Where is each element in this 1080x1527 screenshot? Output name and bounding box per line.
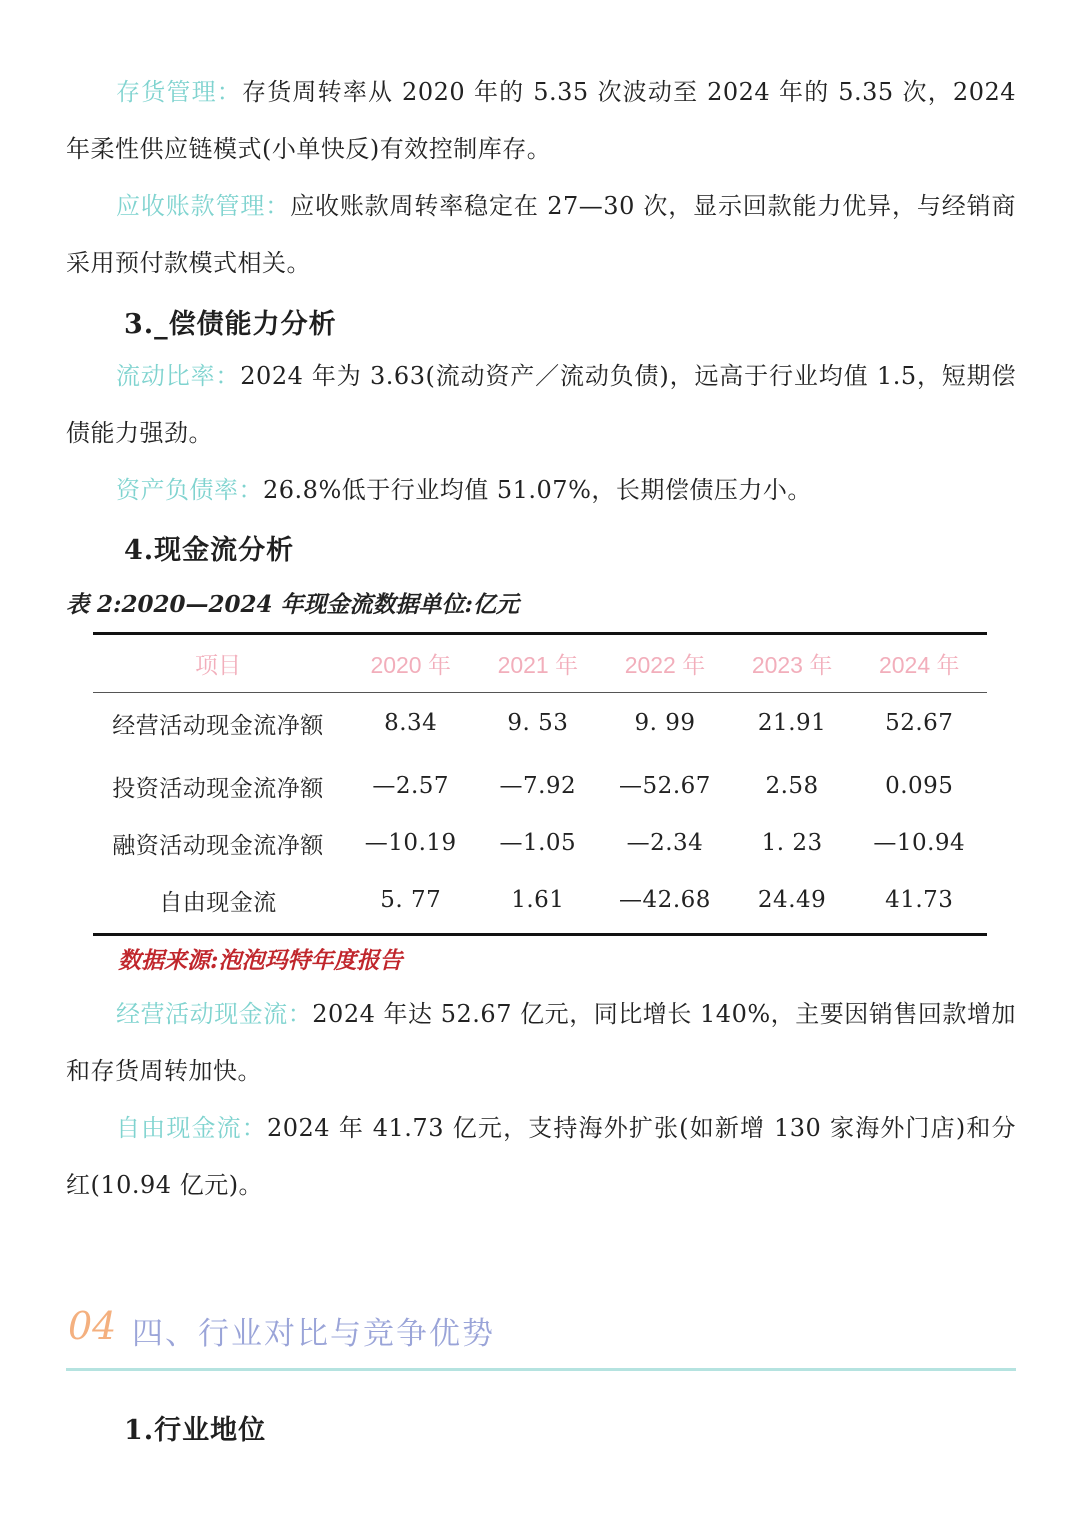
paragraph-lead: 存货管理： [116, 78, 243, 106]
paragraph-inventory [66, 64, 1016, 178]
paragraph-lead: 流动比率： [116, 362, 241, 390]
heading-industry-position: 1.行业地位 [124, 1415, 267, 1446]
paragraph-lead: 经营活动现金流： [116, 1000, 313, 1028]
column-header: 2024 年 [878, 652, 960, 678]
cashflow-table [93, 632, 987, 936]
table-cell: 5. 77 [380, 887, 442, 913]
paragraph-text: 2024 年为 3.63(流动资产／流动负债)，远高于行业均值 1.5，短期偿债能力强劲。 [66, 362, 1017, 447]
table-cell: 投资活动现金流净额 [112, 775, 324, 802]
table-cell: —7.92 [499, 773, 577, 799]
table-source: 数据来源:泡泡玛特年度报告 [118, 947, 403, 974]
paragraph-current-ratio [66, 348, 1016, 462]
table-cell: 自由现金流 [159, 889, 277, 916]
table-cell: —10.94 [873, 830, 966, 856]
table-cell: —10.19 [364, 830, 457, 856]
table-row [93, 693, 987, 754]
paragraph-debt-ratio [66, 462, 1016, 519]
paragraph-text: 应收账款周转率稳定在 27—30 次，显示回款能力优异，与经销商采用预付款模式相关。 [66, 192, 1016, 277]
table-cell: 8.34 [384, 710, 438, 736]
paragraph-lead: 资产负债率： [116, 476, 263, 504]
table-cell: 21.91 [757, 710, 827, 736]
table-cell: 9. 99 [634, 710, 696, 736]
section-number: 04 [68, 1304, 117, 1348]
table-caption: 表 2:2020—2024 年现金流数据单位:亿元 [66, 591, 520, 618]
table-cell: 1.61 [511, 887, 565, 913]
paragraph-lead: 自由现金流： [116, 1114, 267, 1142]
paragraph-text: 存货周转率从 2020 年的 5.35 次波动至 2024 年的 5.35 次，2024 年柔性供应链模式(小单快反)有效控制库存。 [66, 78, 1017, 163]
table-cell: 24.49 [757, 887, 827, 913]
heading-solvency: 3._偿债能力分析 [124, 309, 337, 340]
section-header [66, 1300, 1016, 1371]
table-cell: —52.67 [619, 773, 711, 799]
table-cell: 经营活动现金流净额 [112, 712, 324, 739]
table-cell: —2.57 [372, 773, 450, 799]
table-cell: 52.67 [885, 710, 954, 736]
table-cell: —1.05 [499, 830, 577, 856]
table-cell: 0.095 [885, 773, 954, 799]
table-row [93, 753, 987, 819]
paragraph-op-cash [66, 986, 1016, 1100]
paragraph-text: 2024 年 41.73 亿元，支持海外扩张(如新增 130 家海外门店)和分红(10.94 亿元)。 [66, 1114, 1017, 1199]
heading-cashflow: 4.现金流分析 [124, 535, 295, 566]
column-header: 2023 年 [751, 652, 833, 678]
table-cell: —42.68 [619, 887, 711, 913]
table-cell: 融资活动现金流净额 [112, 832, 324, 859]
table-cell: 1. 23 [761, 830, 823, 856]
column-header: 项目 [195, 652, 241, 678]
table-cell: 2.58 [765, 773, 819, 799]
table-header-row [93, 634, 987, 693]
paragraph-lead: 应收账款管理： [116, 192, 291, 220]
paragraph-text: 2024 年达 52.67 亿元，同比增长 140%，主要因销售回款增加和存货周转加快。 [66, 1000, 1016, 1085]
table-cell: 9. 53 [507, 710, 569, 736]
table-cell: 41.73 [885, 887, 954, 913]
column-header: 2022 年 [624, 652, 706, 678]
paragraph-receivable [66, 178, 1016, 292]
column-header: 2020 年 [370, 652, 451, 678]
paragraph-free-cash [66, 1100, 1016, 1214]
table-row [93, 819, 987, 867]
table-row [93, 867, 987, 935]
table-cell: —2.34 [626, 830, 704, 856]
section-title: 四、行业对比与竞争优势 [132, 1316, 495, 1352]
paragraph-text: 26.8%低于行业均值 51.07%，长期偿债压力小。 [263, 476, 812, 504]
column-header: 2021 年 [497, 652, 579, 678]
